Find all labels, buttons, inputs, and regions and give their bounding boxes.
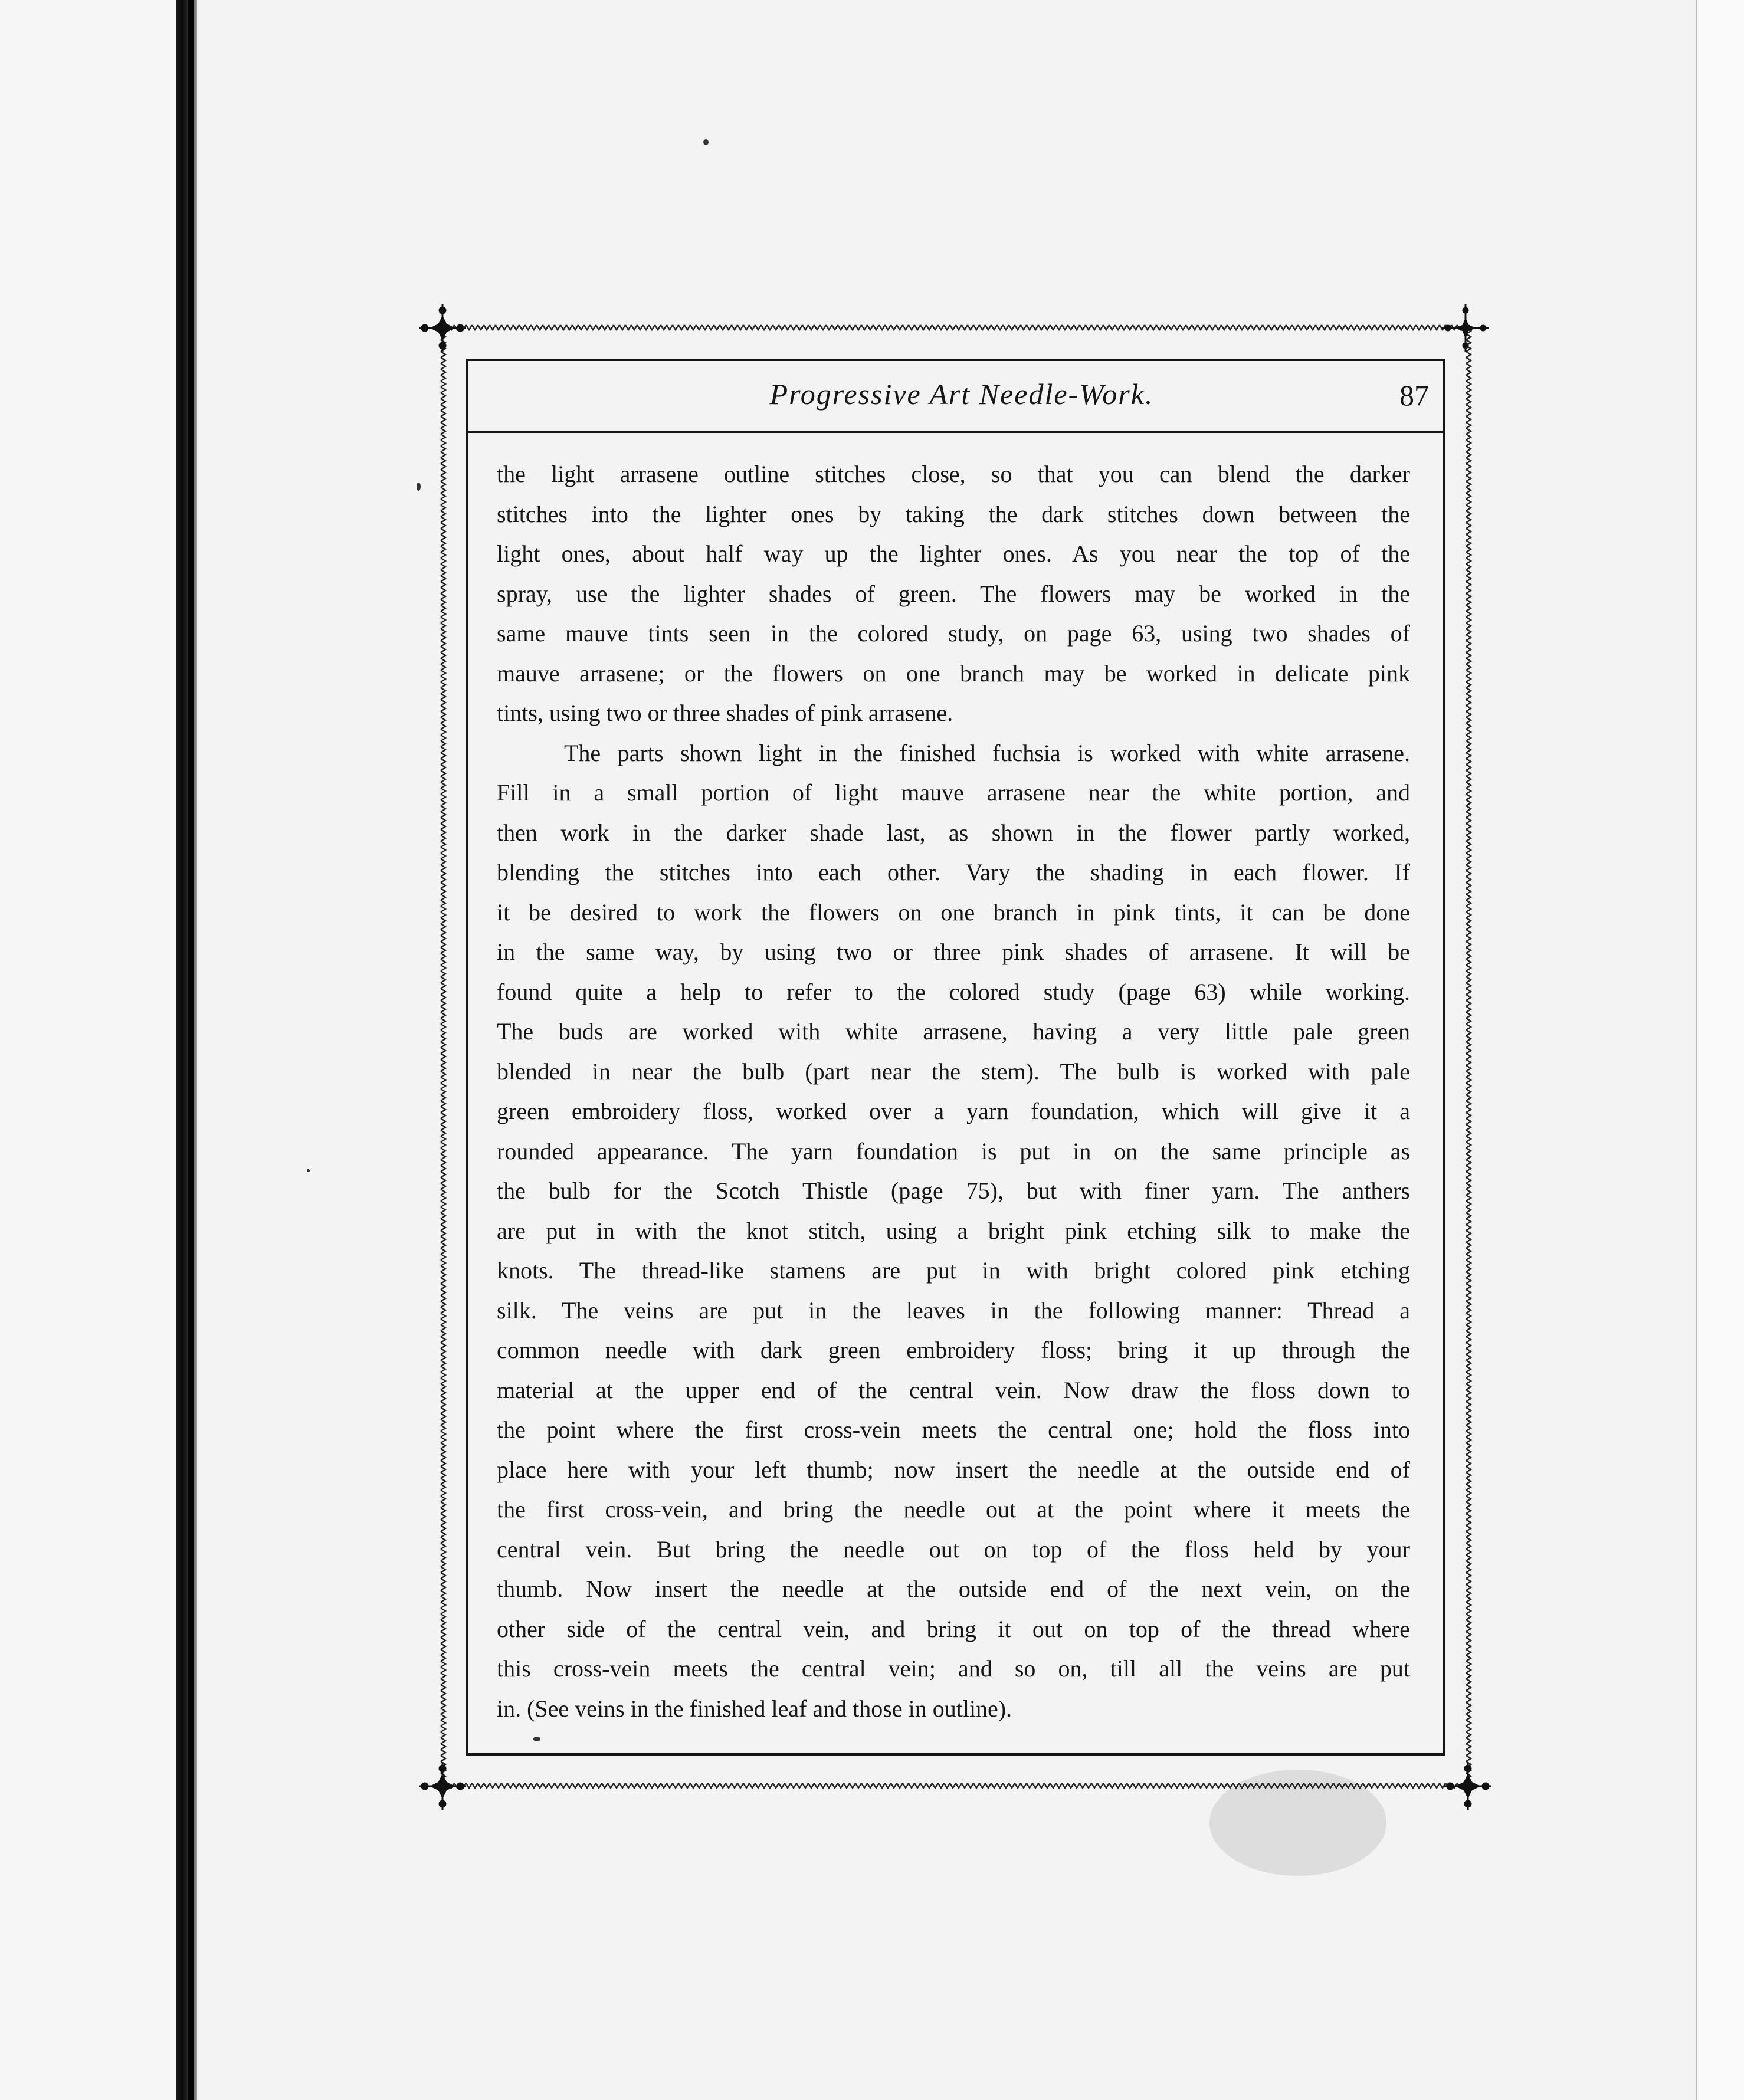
- scan-speck: [703, 139, 709, 145]
- text-line: other side of the central vein, and bring it out on top of the thread where: [497, 1615, 1410, 1642]
- text-line: the bulb for the Scotch Thistle (page 75), but with finer yarn. The anthers: [497, 1177, 1410, 1204]
- text-line: rounded appearance. The yarn foundation is put in on the same principle as: [497, 1137, 1410, 1164]
- corner-ornament-icon: [414, 1758, 471, 1814]
- zigzag-border-icon: [437, 1781, 1472, 1790]
- text-line: stitches into the lighter ones by taking the dark stitches down between the: [497, 500, 1410, 527]
- corner-ornament-icon: [1437, 300, 1494, 356]
- text-line: Fill in a small portion of light mauve arrasene near the white portion, and: [497, 779, 1410, 806]
- running-title: Progressive Art Needle-Work.: [769, 378, 1154, 411]
- zigzag-border-icon: [439, 328, 447, 1785]
- text-line: silk. The veins are put in the leaves in the following manner: Thread a: [497, 1297, 1410, 1324]
- text-line: central vein. But bring the needle out on top of the floss held by your: [497, 1535, 1410, 1563]
- text-line: are put in with the knot stitch, using a bright pink etching silk to make the: [497, 1217, 1410, 1244]
- text-line: thumb. Now insert the needle at the outside end of the next vein, on the: [497, 1576, 1410, 1602]
- text-line: then work in the darker shade last, as shown in the flower partly worked,: [497, 819, 1410, 846]
- scan-speck: [417, 483, 421, 491]
- text-line: blended in near the bulb (part near the stem). The bulb is worked with pale: [497, 1058, 1410, 1085]
- text-line: green embroidery floss, worked over a yarn foundation, which will give it a: [497, 1098, 1410, 1124]
- zigzag-border-icon: [1464, 328, 1473, 1785]
- binding-edge: [188, 0, 194, 2100]
- book-binding: [176, 0, 197, 2100]
- text-line: common needle with dark green embroidery floss; bring it up through the: [497, 1337, 1410, 1363]
- text-line: the first cross-vein, and bring the needle out at the point where it meets the: [497, 1496, 1410, 1522]
- text-line: tints, using two or three shades of pink arrasene.: [497, 700, 953, 726]
- left-page-margin: [0, 0, 176, 2100]
- text-line: The parts shown light in the finished fuchsia is worked with white arrasene.: [564, 739, 1410, 766]
- text-line: material at the upper end of the central vein. Now draw the floss down to: [497, 1376, 1410, 1403]
- text-line: found quite a help to refer to the colored study (page 63) while working.: [497, 978, 1410, 1005]
- text-line: blending the stitches into each other. Vary the shading in each flower. If: [497, 859, 1410, 885]
- text-line: spray, use the lighter shades of green. The flowers may be worked in the: [497, 580, 1410, 607]
- scan-speck: [307, 1169, 310, 1172]
- text-line: the light arrasene outline stitches close, so that you can blend the darker: [497, 461, 1410, 487]
- text-line: The buds are worked with white arrasene, having a very little pale green: [497, 1018, 1410, 1045]
- text-line: the point where the first cross-vein meets the central one; hold the floss into: [497, 1416, 1410, 1443]
- text-line: same mauve tints seen in the colored study, on page 63, using two shades of: [497, 620, 1410, 647]
- body-text: [497, 454, 1410, 1728]
- text-line: light ones, about half way up the lighter ones. As you near the top of the: [497, 540, 1410, 567]
- right-page-edge: [1696, 0, 1744, 2100]
- text-line: it be desired to work the flowers on one branch in pink tints, it can be done: [497, 898, 1410, 926]
- text-line: knots. The thread-like stamens are put in with bright colored pink etching: [497, 1257, 1410, 1284]
- text-line: mauve arrasene; or the flowers on one branch may be worked in delicate pink: [497, 659, 1410, 687]
- corner-ornament-icon: [414, 300, 471, 356]
- zigzag-border-icon: [437, 323, 1472, 332]
- text-line: in the same way, by using two or three pink shades of arrasene. It will be: [497, 939, 1410, 965]
- text-line: this cross-vein meets the central vein; and so on, till all the veins are put: [497, 1655, 1410, 1682]
- text-line: in. (See veins in the finished leaf and those in outline).: [497, 1695, 1012, 1722]
- corner-ornament-icon: [1440, 1758, 1496, 1814]
- header-rule: [466, 431, 1445, 433]
- page-number: 87: [1399, 379, 1429, 412]
- text-line: place here with your left thumb; now insert the needle at the outside end of: [497, 1456, 1410, 1483]
